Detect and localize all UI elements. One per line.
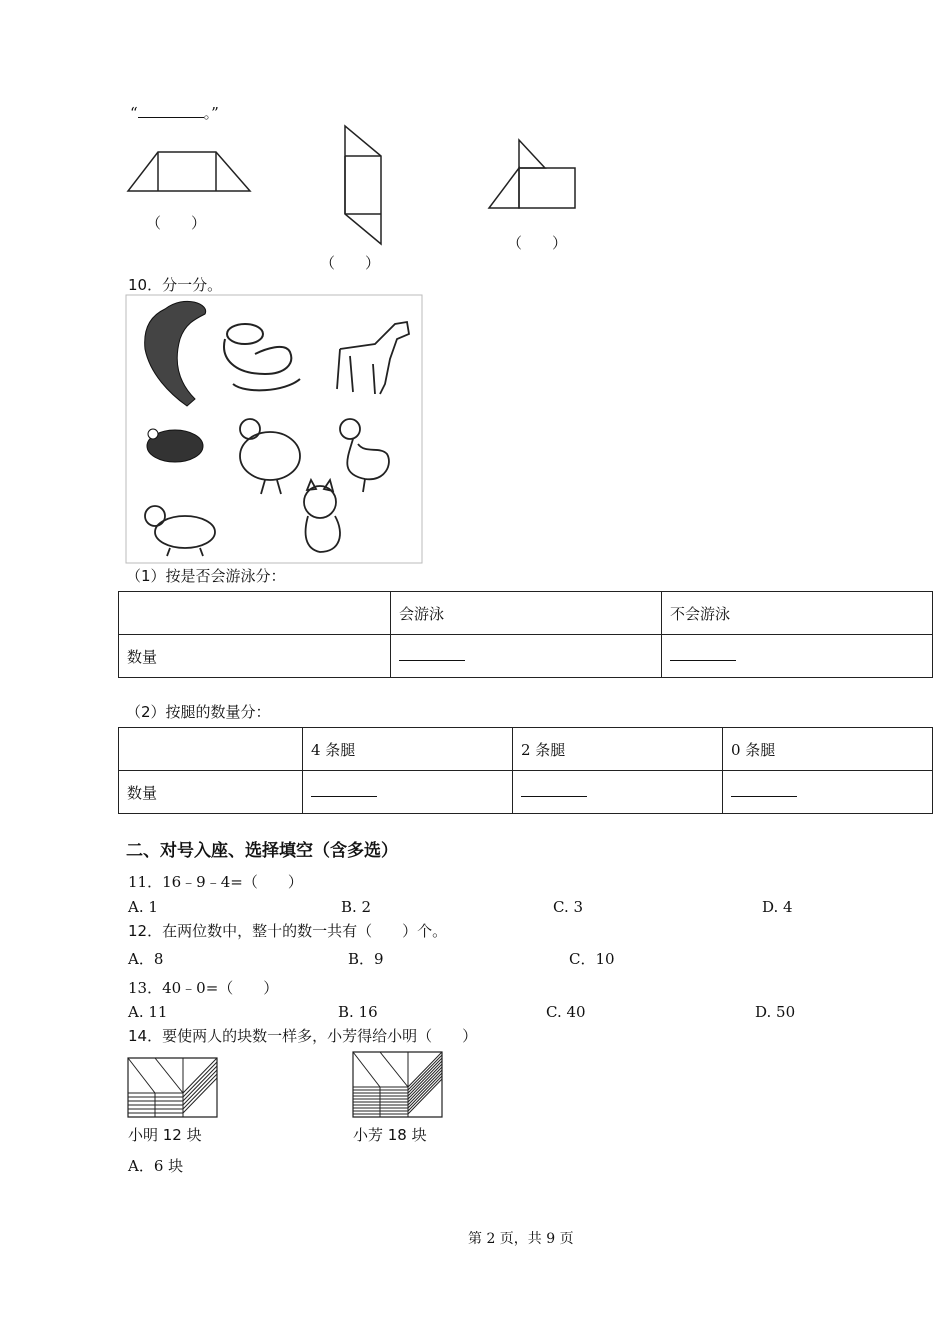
animals-picture (125, 294, 425, 566)
legs4-answer-cell[interactable] (303, 771, 513, 814)
q10-title: 10．分一分。 (128, 276, 223, 294)
legs-table-header-0: 0 条腿 (723, 728, 933, 771)
q11-stem: 11．16﹣9﹣4=（ ） (128, 873, 303, 891)
legs0-answer-blank[interactable] (731, 784, 797, 797)
q9-answer-blank[interactable] (138, 105, 204, 118)
section2-heading: 二、对号入座、选择填空（含多选） (126, 841, 398, 861)
q10-part1-label: （1）按是否会游泳分： (126, 567, 286, 585)
trapezoid-figure (126, 150, 256, 195)
q14-stem: 14．要使两人的块数一样多，小芳得给小明（ ） (128, 1027, 478, 1045)
q13-option-b[interactable]: B. 16 (338, 1003, 378, 1021)
noswim-answer-cell[interactable] (662, 635, 933, 678)
legs2-answer-blank[interactable] (521, 784, 587, 797)
swim-answer-blank[interactable] (399, 648, 465, 661)
q14-option-a[interactable]: A．6 块 (128, 1157, 184, 1175)
swim-table-row-label: 数量 (119, 635, 391, 678)
swim-table (118, 591, 933, 678)
page-footer: 第 2 页，共 9 页 (468, 1231, 574, 1247)
q9-paren-1[interactable]: （ ） (146, 214, 207, 232)
q12-option-a[interactable]: A．8 (128, 950, 164, 968)
xiaofang-blocks-figure (350, 1049, 445, 1121)
legs-table-header-empty (119, 728, 303, 771)
swim-table-header-noswim: 不会游泳 (662, 592, 933, 635)
q9-paren-3[interactable]: （ ） (507, 234, 568, 252)
parallelogram-figure (343, 124, 393, 249)
legs0-answer-cell[interactable] (723, 771, 933, 814)
q13-option-a[interactable]: A. 11 (128, 1003, 168, 1021)
q12-stem: 12．在两位数中，整十的数一共有（ ）个。 (128, 922, 448, 940)
noswim-answer-blank[interactable] (670, 648, 736, 661)
q9-quote (130, 104, 219, 122)
legs4-answer-blank[interactable] (311, 784, 377, 797)
q14-caption-right: 小芳 18 块 (353, 1126, 427, 1144)
legs-table-header-2: 2 条腿 (513, 728, 723, 771)
legs-table-header-4: 4 条腿 (303, 728, 513, 771)
q11-option-d[interactable]: D. 4 (762, 898, 793, 916)
quote-close: 。” (203, 104, 219, 122)
swim-answer-cell[interactable] (391, 635, 662, 678)
q14-caption-left: 小明 12 块 (128, 1126, 202, 1144)
composite-figure (487, 138, 582, 223)
legs-table (118, 727, 933, 814)
q13-option-c[interactable]: C. 40 (546, 1003, 586, 1021)
q11-option-b[interactable]: B. 2 (341, 898, 372, 916)
xiaoming-blocks-figure (125, 1055, 220, 1121)
q13-stem: 13．40﹣0=（ ） (128, 979, 279, 997)
q11-option-c[interactable]: C. 3 (553, 898, 584, 916)
q12-option-c[interactable]: C．10 (569, 950, 615, 968)
swim-table-header-empty (119, 592, 391, 635)
q13-option-d[interactable]: D. 50 (755, 1003, 796, 1021)
q12-option-b[interactable]: B．9 (348, 950, 384, 968)
quote-open: “ (130, 104, 138, 122)
legs2-answer-cell[interactable] (513, 771, 723, 814)
swim-table-header-swim: 会游泳 (391, 592, 662, 635)
q10-part2-label: （2）按腿的数量分： (126, 703, 271, 721)
q11-option-a[interactable]: A. 1 (128, 898, 158, 916)
q9-paren-2[interactable]: （ ） (320, 254, 381, 272)
legs-table-row-label: 数量 (119, 771, 303, 814)
